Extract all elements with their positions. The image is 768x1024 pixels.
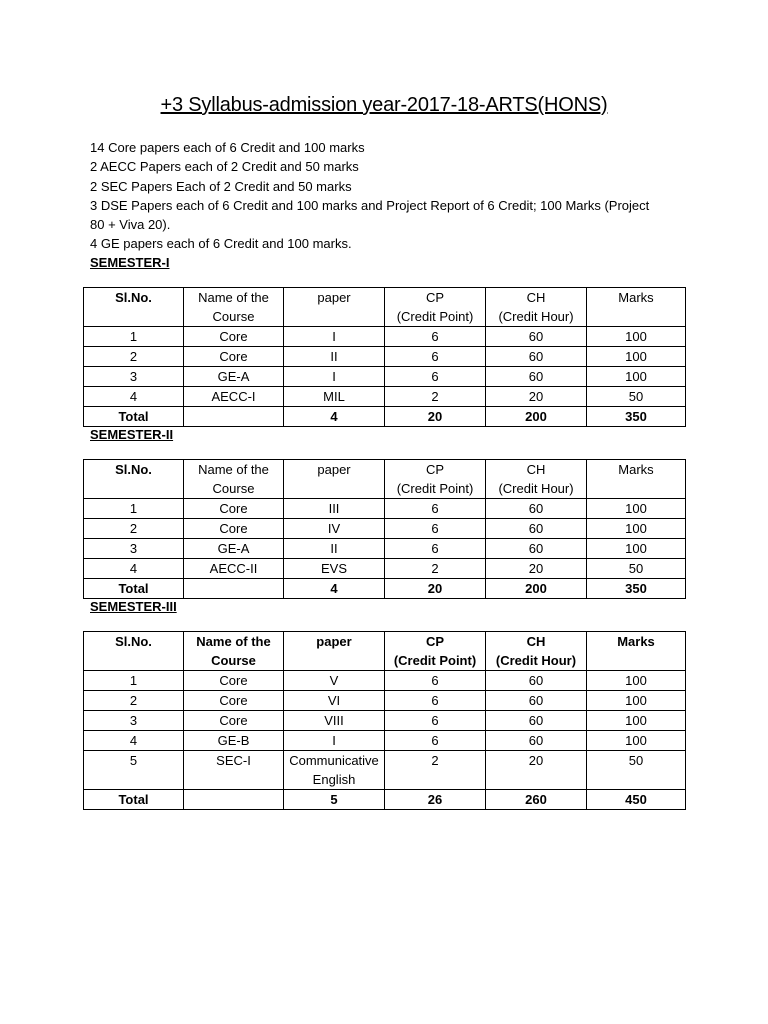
cell-empty [184,407,284,427]
cell-total-label: Total [84,407,184,427]
cell-marks: 100 [587,499,686,519]
cell-total-marks: 350 [587,407,686,427]
header-marks: Marks [587,288,686,327]
header-ch: CH (Credit Hour) [486,632,587,671]
cell-slno: 4 [84,731,184,751]
cell-ch: 60 [486,367,587,387]
table-row [84,347,686,367]
cell-cp: 6 [385,347,486,367]
semester-1-table [83,287,686,427]
table-row [84,671,686,691]
table-row [84,559,686,579]
semester-3-table [83,631,686,810]
total-row [84,790,686,810]
cell-cp: 6 [385,671,486,691]
table-row [84,539,686,559]
header-slno: Sl.No. [84,288,184,327]
cell-total-marks: 350 [587,579,686,599]
cell-paper: II [284,347,385,367]
intro-line: 2 SEC Papers Each of 2 Credit and 50 marks [90,178,352,194]
header-slno: Sl.No. [84,460,184,499]
cell-marks: 50 [587,559,686,579]
cell-paper: V [284,671,385,691]
cell-total-ch: 260 [486,790,587,810]
header-slno: Sl.No. [84,632,184,671]
header-cp: CP (Credit Point) [385,632,486,671]
cell-cp: 6 [385,367,486,387]
cell-course: Core [184,519,284,539]
intro-line: 80 + Viva 20). [90,217,171,233]
cell-course: Core [184,691,284,711]
cell-cp: 6 [385,691,486,711]
table-row [84,327,686,347]
header-course: Name of the Course [184,288,284,327]
cell-course: Core [184,499,284,519]
intro-line: 2 AECC Papers each of 2 Credit and 50 marks [90,159,359,175]
header-row [84,288,686,327]
cell-ch: 60 [486,671,587,691]
header-marks: Marks [587,632,686,671]
cell-ch: 60 [486,711,587,731]
cell-ch: 60 [486,519,587,539]
cell-slno: 3 [84,367,184,387]
cell-ch: 60 [486,691,587,711]
cell-course: AECC-II [184,559,284,579]
cell-ch: 60 [486,347,587,367]
cell-marks: 100 [587,347,686,367]
cell-course: Core [184,671,284,691]
header-row [84,632,686,671]
header-ch: CH (Credit Hour) [486,288,587,327]
cell-total-ch: 200 [486,579,587,599]
intro-text [90,138,690,254]
cell-course: AECC-I [184,387,284,407]
cell-ch: 60 [486,499,587,519]
header-row [84,460,686,499]
cell-ch: 20 [486,559,587,579]
cell-slno: 3 [84,539,184,559]
cell-slno: 1 [84,671,184,691]
cell-total-ch: 200 [486,407,587,427]
cell-slno: 1 [84,327,184,347]
table-row [84,519,686,539]
header-cp: CP (Credit Point) [385,460,486,499]
cell-cp: 6 [385,327,486,347]
cell-marks: 50 [587,387,686,407]
cell-paper: VIII [284,711,385,731]
cell-course: SEC-I [184,751,284,790]
cell-paper: IV [284,519,385,539]
cell-slno: 4 [84,387,184,407]
cell-ch: 20 [486,387,587,407]
cell-paper: MIL [284,387,385,407]
table-row [84,387,686,407]
cell-empty [184,579,284,599]
cell-paper: Communicative English [284,751,385,790]
cell-course: Core [184,347,284,367]
cell-cp: 6 [385,731,486,751]
cell-cp: 2 [385,387,486,407]
cell-ch: 20 [486,751,587,790]
header-paper: paper [284,632,385,671]
total-row [84,407,686,427]
cell-total-cp: 20 [385,579,486,599]
semester-2-table [83,459,686,599]
cell-course: GE-A [184,539,284,559]
cell-total-cp: 26 [385,790,486,810]
cell-marks: 100 [587,671,686,691]
cell-ch: 60 [486,539,587,559]
cell-slno: 2 [84,347,184,367]
cell-cp: 6 [385,499,486,519]
header-paper: paper [284,460,385,499]
intro-line: 14 Core papers each of 6 Credit and 100 marks [90,140,365,155]
cell-marks: 100 [587,731,686,751]
cell-marks: 50 [587,751,686,790]
header-marks: Marks [587,460,686,499]
intro-line: 3 DSE Papers each of 6 Credit and 100 marks and Project Report of 6 Credit; 100 Marks (Project [90,197,650,213]
table-row [84,499,686,519]
cell-slno: 2 [84,519,184,539]
cell-ch: 60 [486,731,587,751]
cell-marks: 100 [587,539,686,559]
header-cp: CP (Credit Point) [385,288,486,327]
header-paper: paper [284,288,385,327]
cell-cp: 6 [385,539,486,559]
total-row [84,579,686,599]
cell-empty [184,790,284,810]
cell-cp: 2 [385,559,486,579]
cell-paper: III [284,499,385,519]
cell-slno: 5 [84,751,184,790]
table-row [84,731,686,751]
cell-course: Core [184,327,284,347]
cell-marks: 100 [587,691,686,711]
cell-cp: 6 [385,711,486,731]
cell-slno: 3 [84,711,184,731]
semester-3-heading: SEMESTER-III [90,599,177,614]
cell-paper: II [284,539,385,559]
cell-paper: I [284,327,385,347]
cell-paper: I [284,367,385,387]
cell-paper: I [284,731,385,751]
table-row [84,711,686,731]
semester-1-heading: SEMESTER-I [90,255,170,270]
table-row [84,367,686,387]
cell-total-label: Total [84,579,184,599]
cell-total-paper: 5 [284,790,385,810]
cell-paper: VI [284,691,385,711]
cell-slno: 4 [84,559,184,579]
semester-2-heading: SEMESTER-II [90,427,174,442]
cell-ch: 60 [486,327,587,347]
header-ch: CH (Credit Hour) [486,460,587,499]
cell-cp: 6 [385,519,486,539]
table-row [84,691,686,711]
cell-total-label: Total [84,790,184,810]
cell-paper: EVS [284,559,385,579]
header-course: Name of the Course [184,460,284,499]
cell-total-paper: 4 [284,407,385,427]
table-row [84,751,686,790]
header-course: Name of the Course [184,632,284,671]
cell-marks: 100 [587,711,686,731]
cell-cp: 2 [385,751,486,790]
page-title: +3 Syllabus-admission year-2017-18-ARTS(HONS) [160,94,608,116]
cell-marks: 100 [587,519,686,539]
cell-course: GE-A [184,367,284,387]
cell-slno: 1 [84,499,184,519]
cell-course: Core [184,711,284,731]
intro-line: 4 GE papers each of 6 Credit and 100 marks. [90,236,352,252]
cell-total-cp: 20 [385,407,486,427]
cell-slno: 2 [84,691,184,711]
cell-total-marks: 450 [587,790,686,810]
cell-total-paper: 4 [284,579,385,599]
cell-course: GE-B [184,731,284,751]
cell-marks: 100 [587,327,686,347]
cell-marks: 100 [587,367,686,387]
